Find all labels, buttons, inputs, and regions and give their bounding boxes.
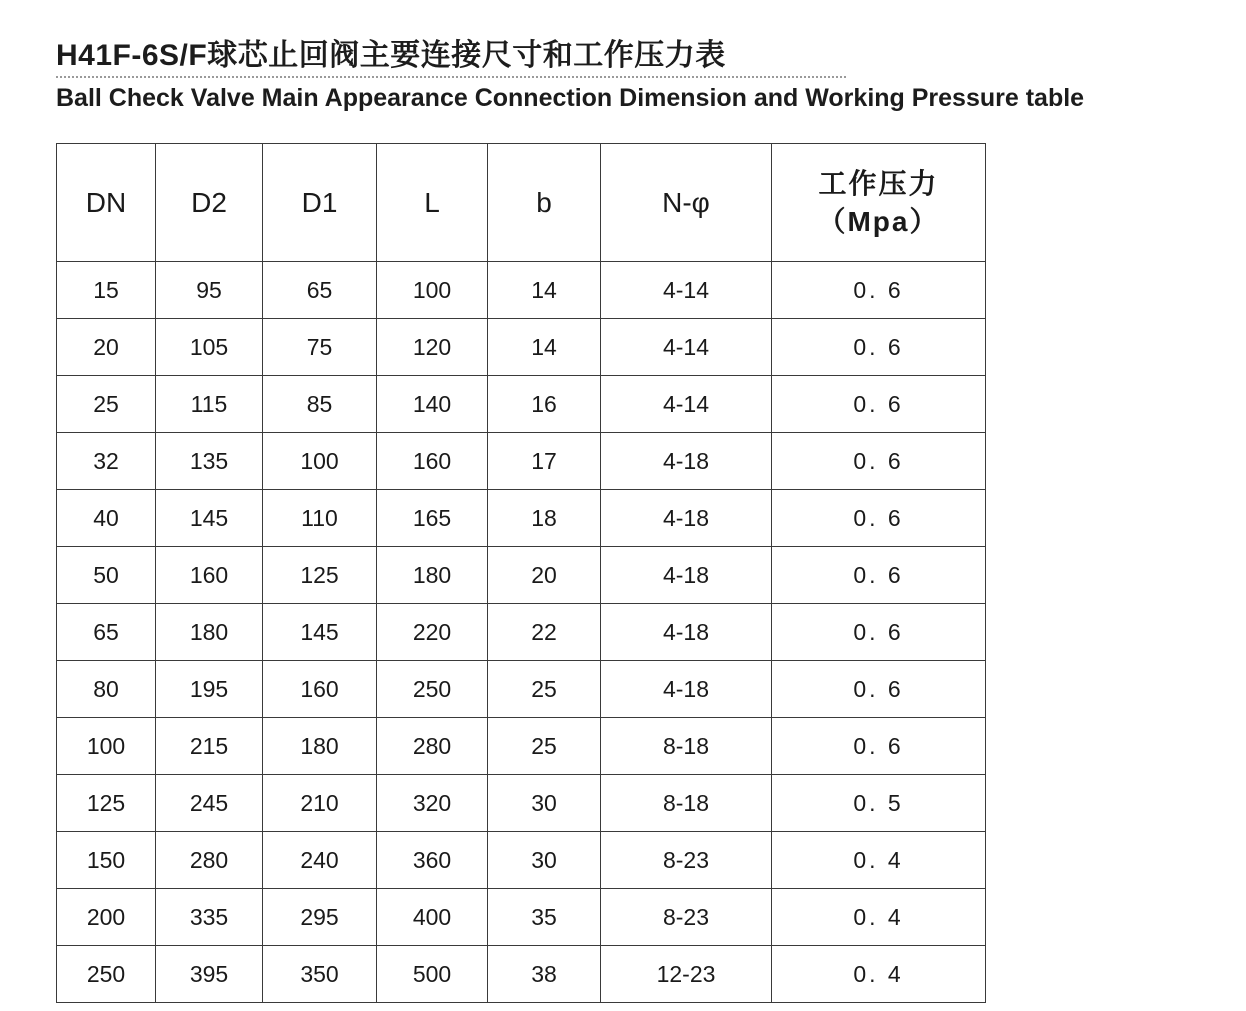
cell-d2: 245: [156, 775, 263, 832]
cell-pressure: 0. 4: [772, 946, 986, 1003]
header-dn: DN: [57, 144, 156, 262]
table-row: [57, 946, 986, 1003]
header-b: b: [488, 144, 601, 262]
cell-d1: 145: [263, 604, 377, 661]
cell-dn: 40: [57, 490, 156, 547]
cell-d2: 280: [156, 832, 263, 889]
cell-d1: 65: [263, 262, 377, 319]
header-l: L: [377, 144, 488, 262]
cell-b: 25: [488, 718, 601, 775]
cell-pressure: 0. 5: [772, 775, 986, 832]
cell-d2: 115: [156, 376, 263, 433]
cell-l: 220: [377, 604, 488, 661]
cell-d2: 145: [156, 490, 263, 547]
cell-b: 14: [488, 319, 601, 376]
cell-b: 22: [488, 604, 601, 661]
cell-d1: 295: [263, 889, 377, 946]
cell-l: 160: [377, 433, 488, 490]
table-row: [57, 604, 986, 661]
cell-l: 140: [377, 376, 488, 433]
header-working-pressure-unit: （Mpa）: [817, 205, 940, 237]
cell-dn: 100: [57, 718, 156, 775]
cell-dn: 50: [57, 547, 156, 604]
table-body: [57, 262, 986, 1003]
table-row: [57, 262, 986, 319]
cell-n-phi: 4-18: [601, 490, 772, 547]
cell-n-phi: 8-18: [601, 718, 772, 775]
cell-dn: 20: [57, 319, 156, 376]
cell-l: 500: [377, 946, 488, 1003]
cell-pressure: 0. 6: [772, 490, 986, 547]
page-subtitle: Ball Check Valve Main Appearance Connection Dimension and Working Pressure table: [56, 84, 1085, 112]
cell-dn: 15: [57, 262, 156, 319]
cell-d1: 110: [263, 490, 377, 547]
cell-n-phi: 8-18: [601, 775, 772, 832]
cell-n-phi: 4-18: [601, 661, 772, 718]
cell-dn: 125: [57, 775, 156, 832]
cell-l: 280: [377, 718, 488, 775]
table-row: [57, 661, 986, 718]
cell-d1: 160: [263, 661, 377, 718]
table-row: [57, 832, 986, 889]
cell-n-phi: 4-14: [601, 376, 772, 433]
cell-pressure: 0. 6: [772, 661, 986, 718]
cell-d2: 195: [156, 661, 263, 718]
table-row: [57, 433, 986, 490]
cell-l: 360: [377, 832, 488, 889]
table-row: [57, 547, 986, 604]
cell-n-phi: 4-18: [601, 433, 772, 490]
cell-d1: 210: [263, 775, 377, 832]
cell-b: 30: [488, 775, 601, 832]
dimension-pressure-table: [56, 143, 986, 1003]
cell-b: 38: [488, 946, 601, 1003]
cell-l: 120: [377, 319, 488, 376]
cell-n-phi: 4-18: [601, 547, 772, 604]
cell-d2: 160: [156, 547, 263, 604]
cell-d1: 85: [263, 376, 377, 433]
cell-pressure: 0. 6: [772, 718, 986, 775]
cell-d1: 240: [263, 832, 377, 889]
cell-n-phi: 4-14: [601, 319, 772, 376]
cell-n-phi: 4-14: [601, 262, 772, 319]
cell-pressure: 0. 6: [772, 319, 986, 376]
cell-d1: 350: [263, 946, 377, 1003]
cell-b: 14: [488, 262, 601, 319]
cell-b: 20: [488, 547, 601, 604]
cell-n-phi: 8-23: [601, 832, 772, 889]
cell-pressure: 0. 6: [772, 262, 986, 319]
cell-dn: 80: [57, 661, 156, 718]
cell-dn: 25: [57, 376, 156, 433]
table-row: [57, 718, 986, 775]
cell-l: 165: [377, 490, 488, 547]
cell-d1: 100: [263, 433, 377, 490]
cell-d2: 335: [156, 889, 263, 946]
cell-d1: 75: [263, 319, 377, 376]
cell-dn: 200: [57, 889, 156, 946]
cell-l: 400: [377, 889, 488, 946]
title-divider: [56, 76, 846, 78]
table-header-row: [57, 144, 986, 262]
cell-pressure: 0. 6: [772, 433, 986, 490]
table-row: [57, 889, 986, 946]
cell-d2: 105: [156, 319, 263, 376]
header-d1: D1: [263, 144, 377, 262]
cell-n-phi: 12-23: [601, 946, 772, 1003]
header-working-pressure-label: 工作压力: [818, 167, 939, 199]
cell-n-phi: 4-18: [601, 604, 772, 661]
cell-b: 35: [488, 889, 601, 946]
table-row: [57, 376, 986, 433]
cell-b: 25: [488, 661, 601, 718]
cell-d2: 135: [156, 433, 263, 490]
cell-l: 250: [377, 661, 488, 718]
cell-pressure: 0. 6: [772, 604, 986, 661]
cell-dn: 250: [57, 946, 156, 1003]
cell-b: 16: [488, 376, 601, 433]
cell-d1: 125: [263, 547, 377, 604]
cell-d2: 180: [156, 604, 263, 661]
header-d2: D2: [156, 144, 263, 262]
table-row: [57, 490, 986, 547]
page-title: H41F-6S/F球芯止回阀主要连接尺寸和工作压力表: [56, 39, 726, 72]
cell-b: 17: [488, 433, 601, 490]
header-n-phi: N-φ: [601, 144, 772, 262]
cell-b: 18: [488, 490, 601, 547]
cell-dn: 32: [57, 433, 156, 490]
cell-pressure: 0. 4: [772, 889, 986, 946]
cell-d2: 215: [156, 718, 263, 775]
cell-d2: 395: [156, 946, 263, 1003]
cell-n-phi: 8-23: [601, 889, 772, 946]
cell-pressure: 0. 6: [772, 547, 986, 604]
cell-b: 30: [488, 832, 601, 889]
cell-d1: 180: [263, 718, 377, 775]
cell-d2: 95: [156, 262, 263, 319]
cell-pressure: 0. 4: [772, 832, 986, 889]
cell-l: 320: [377, 775, 488, 832]
table-row: [57, 775, 986, 832]
cell-l: 100: [377, 262, 488, 319]
cell-l: 180: [377, 547, 488, 604]
header-working-pressure: [772, 144, 986, 262]
cell-pressure: 0. 6: [772, 376, 986, 433]
cell-dn: 150: [57, 832, 156, 889]
table-row: [57, 319, 986, 376]
cell-dn: 65: [57, 604, 156, 661]
